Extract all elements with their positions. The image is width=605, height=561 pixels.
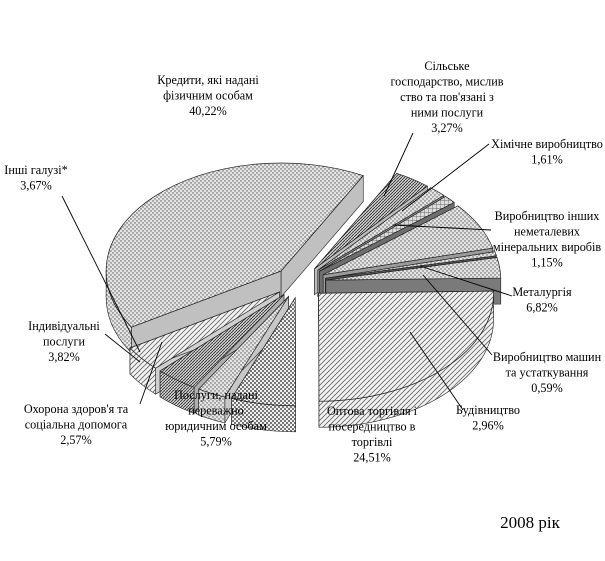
slice-label [493,209,602,270]
slice-name-line: Сільське [424,59,470,73]
slice-name-line: ними послуги [410,105,484,120]
slice-name-line: послуги [42,334,86,349]
slice-name-line: та устаткування [505,365,589,380]
slice-name-line: юридичним особам [165,419,267,433]
slice-name-line: переважно [188,403,244,418]
slice-name-line: Охорона здоров'я та [23,402,129,416]
slice-name-line: господарство, мислив [390,74,504,89]
slice-label [24,402,129,447]
slice-name-line: посередництво в [328,419,416,434]
pie-slice-7 [319,291,494,401]
slice-name-line: Хімічне виробництво [491,137,603,151]
slice-value-label: 1,61% [531,152,563,167]
slice-value-label: 1,15% [531,255,563,270]
slice-value-label: 3,82% [48,350,80,364]
slice-label [491,137,603,167]
slice-name-line: Послуги, надані [174,388,258,402]
slice-name-line: Виробництво інших [494,209,600,223]
slice-name-line: ство та пов'язані з [400,90,494,104]
slice-name-line: Інші галузі* [4,163,68,177]
slice-value-label: 2,96% [472,418,504,433]
slice-value-label: 5,79% [200,434,232,449]
slice-label [327,404,418,465]
slice-name-line: мінеральних виробів [492,240,602,254]
slice-name-line: Оптова торгівля і [326,404,418,418]
slice-name-line: Кредити, які надані [157,73,259,87]
slice-value-label: 2,57% [60,433,92,447]
slice-label [4,163,67,193]
slice-name-line: торгівлі [351,435,393,449]
slice-value-label: 3,27% [431,121,463,135]
slice-name-line: Індивідуальні [28,319,100,333]
slice-label [390,59,503,135]
slice-name-line: Металургія [512,285,572,299]
slice-value-label: 6,82% [526,300,558,315]
slice-label [157,73,259,118]
slice-name-line: соціальна допомога [24,417,128,432]
slice-value-label: 40,22% [189,104,227,118]
slice-value-label: 24,51% [353,450,391,465]
slice-label [165,388,267,449]
slice-name-line: неметалевих [514,224,580,239]
slice-name-line: фізичним особам [163,88,253,103]
slice-label [456,403,520,433]
slice-label [512,285,572,315]
slice-label [493,350,602,395]
slice-value-label: 3,67% [20,178,52,193]
slice-value-label: 0,59% [531,381,563,395]
slice-name-line: Виробництво машин [492,350,602,364]
slice-name-line: Будівництво [455,403,521,417]
year-annotation: 2008 рік [500,513,560,532]
slice-label [28,319,100,364]
